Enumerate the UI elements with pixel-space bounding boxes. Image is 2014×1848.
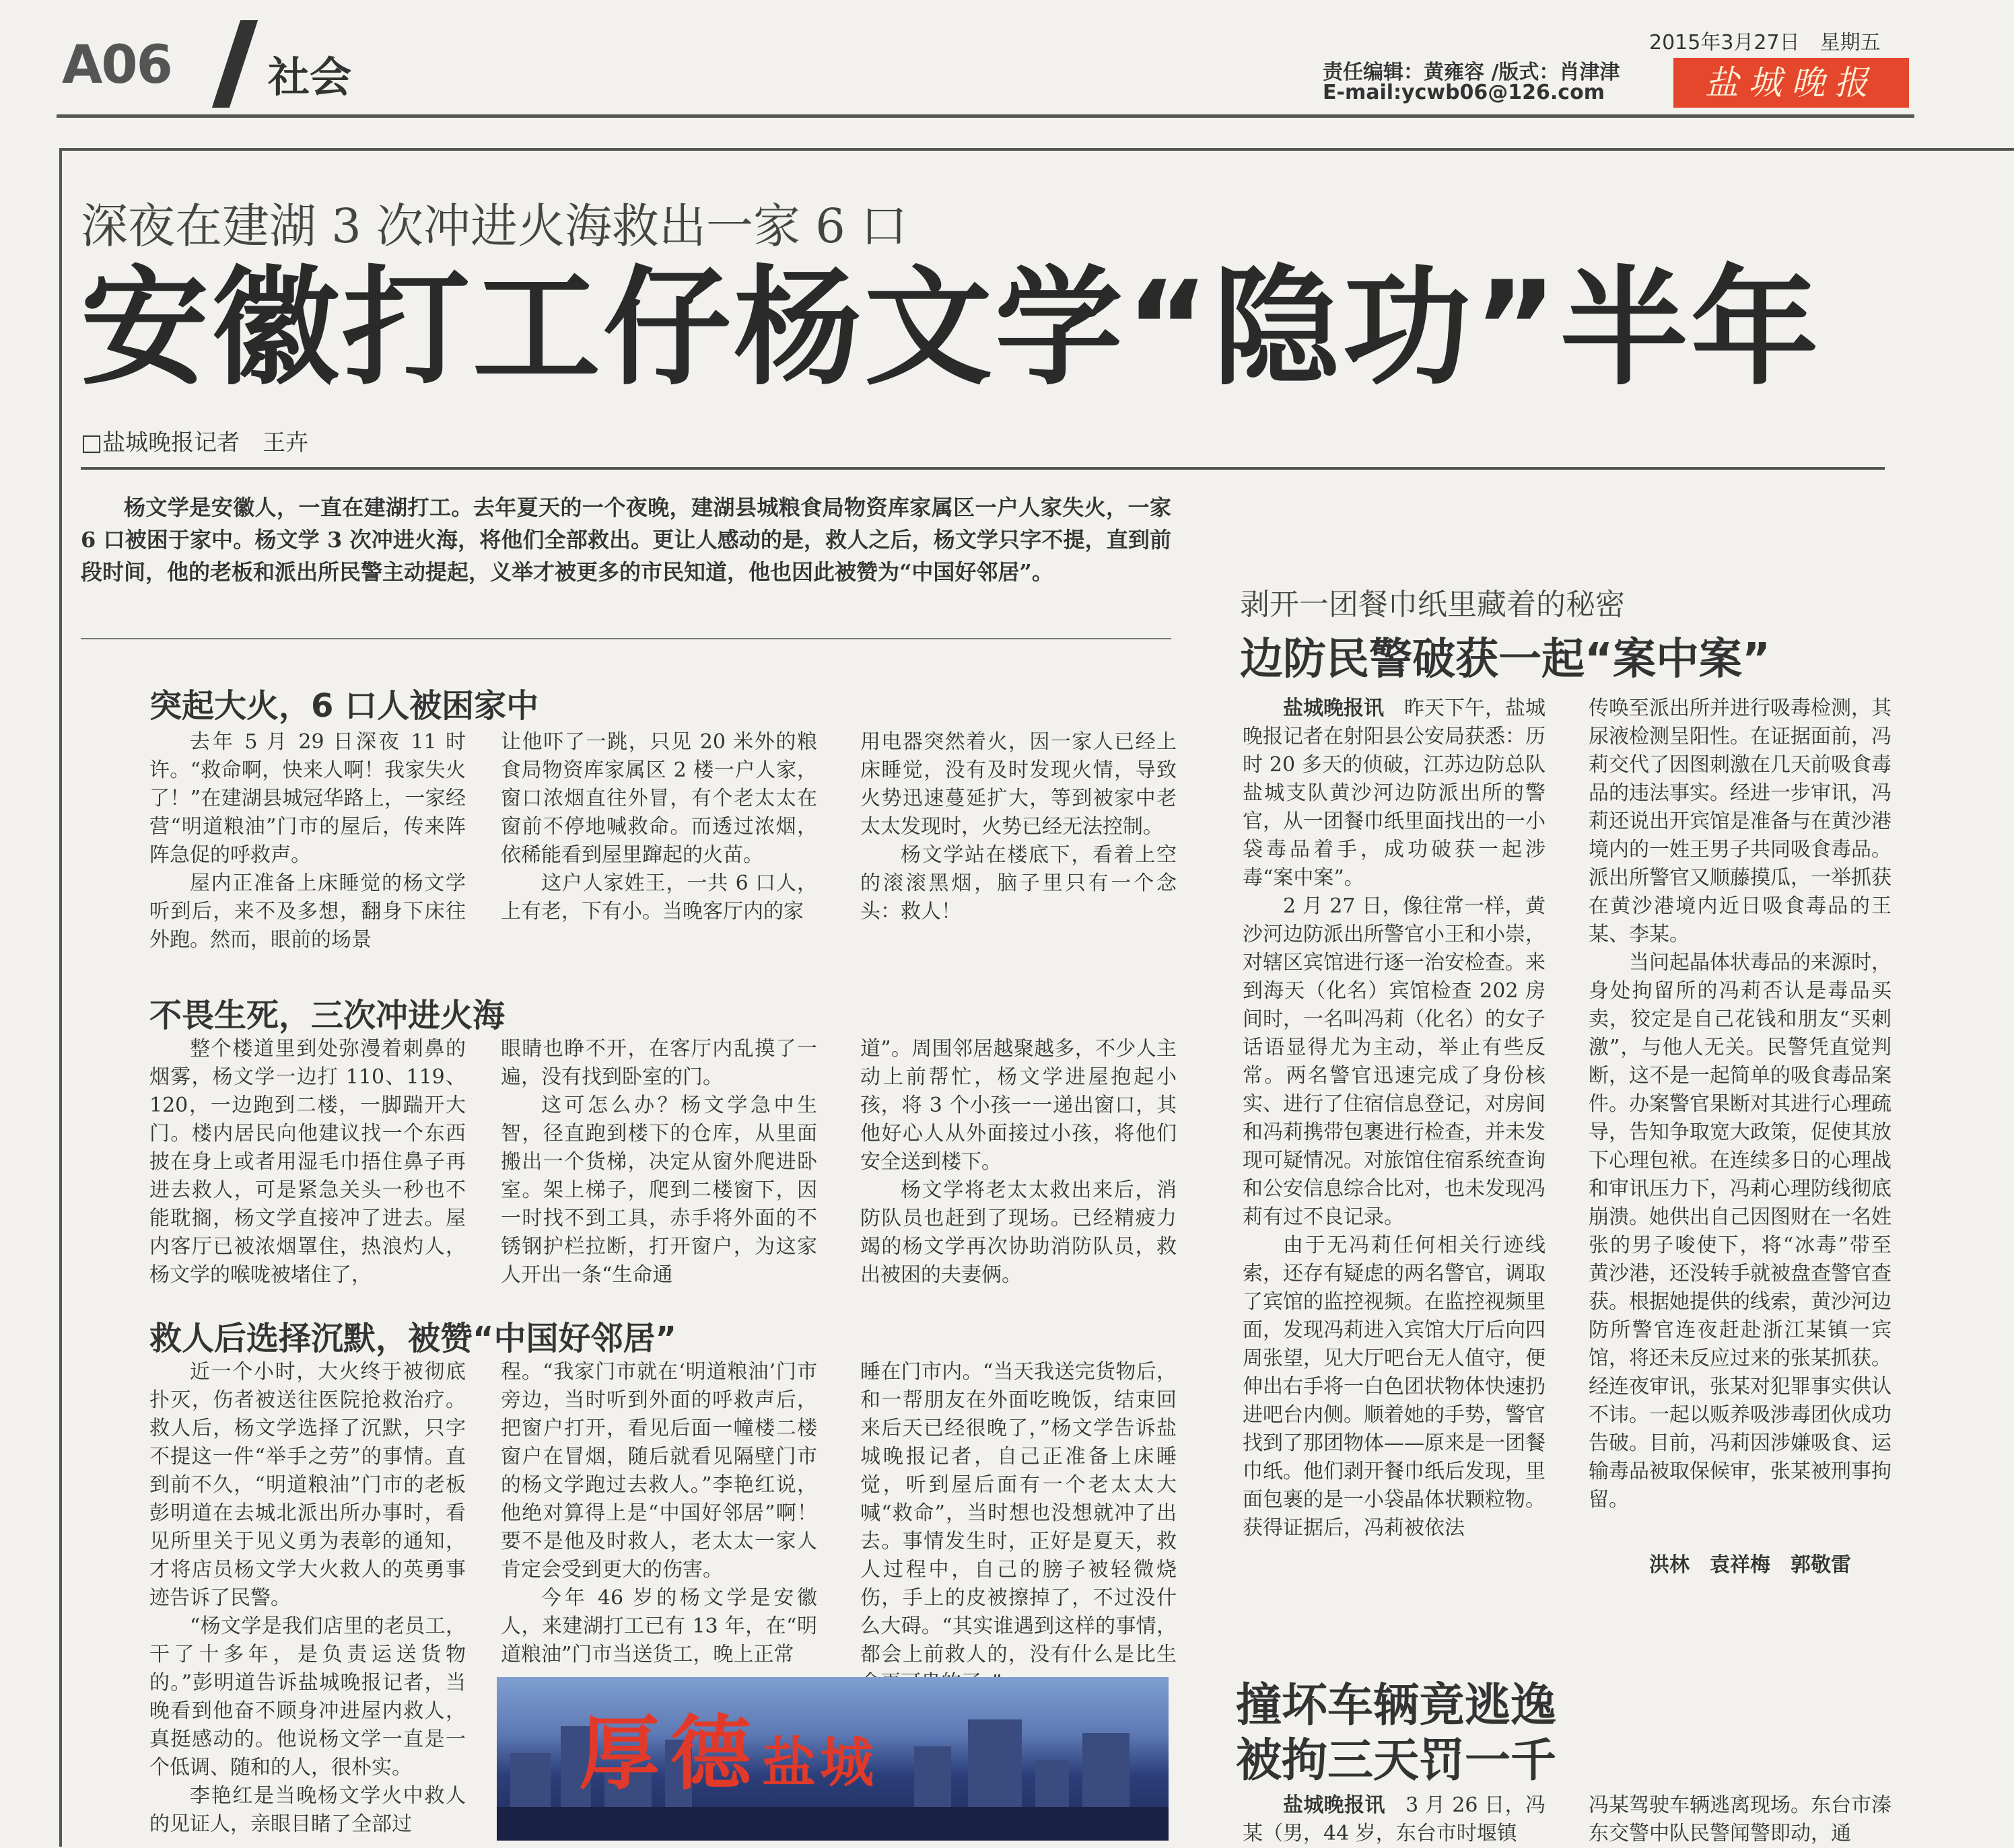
lead-rule	[81, 638, 1171, 639]
header-rule	[57, 114, 1914, 118]
s3-column-2	[501, 1358, 817, 1669]
right-story-headline: 边防民警破获一起“案中案”	[1240, 635, 1771, 684]
lead-summary: 杨文学是安徽人，一直在建湖打工。去年夏天的一个夜晚，建湖县城粮食局物资库家属区一户人家失火，一家 6 口被困于家中。杨文学 3 次冲进火海，将他们全部救出。更让人感动的是，救人之后，杨文学只字不提，直到前段时间，他的老板和派出所民警主动提起，义举才被更多的市民知道，他也因此被赞为“中国好邻居”。	[81, 495, 1171, 585]
editor-email: E-mail:ycwb06@126.com	[1323, 81, 1605, 104]
paragraph: 屋内正准备上床睡觉的杨文学听到后，来不及多想，翻身下床往外跑。然而，眼前的场景	[149, 872, 466, 952]
s1-column-3	[860, 728, 1177, 926]
brief-column-2	[1589, 1791, 1891, 1845]
subhead-3: 救人后选择沉默，被赞“中国好邻居”	[149, 1320, 677, 1357]
issue-date: 2015年3月27日 星期五	[1649, 31, 1881, 55]
lead-headline: 安徽打工仔杨文学“隐功”半年	[81, 254, 1821, 402]
newspaper-logo: 盐城晚报	[1673, 58, 1909, 108]
paragraph: 2 月 27 日，像往常一样，黄沙河边防派出所警官小王和小崇，对辖区宾馆进行逐一治安检查。来到海天（化名）宾馆检查 202 房间时，一名叫冯莉（化名）的女子话语显得尤为主动，举止有些反常。两名警官迅速完成了身份核实、进行了住宿信息登记，对房间和冯莉携带包裹进行检查，并未发现可疑情况。对旅馆住宿系统查询和公安信息综合比对，也未发现冯莉有过不良记录。	[1243, 894, 1546, 1229]
paragraph: 这可怎么办？杨文学急中生智，径直跑到楼下的仓库，从里面搬出一个货梯，决定从窗外爬进卧室。架上梯子，爬到二楼窗下，因一时找不到工具，赤手将外面的不锈钢护栏拉断，打开窗户，为这家人开出一条“生命通	[501, 1094, 817, 1287]
paragraph: 程。“我家门市就在‘明道粮油’门市旁边，当时听到外面的呼救声后，把窗户打开，看见后面一幢楼二楼窗户在冒烟，随后就看见隔壁门市的杨文学跑过去救人。”李艳红说，他绝对算得上是“中国好邻居”啊！要不是他及时救人，老太太一家人肯定会受到更大的伤害。	[501, 1360, 817, 1582]
paragraph: 杨文学将老太太救出来后，消防队员也赶到了现场。已经精疲力竭的杨文学再次协助消防队员，救出被困的夫妻俩。	[860, 1178, 1177, 1287]
paragraph: 3 月 26 日，冯某（男，44 岁，东台市时堰镇	[1243, 1793, 1546, 1845]
editor-credits: 责任编辑：黄雍容 /版式：肖津津	[1323, 61, 1620, 84]
paragraph: 由于无冯莉任何相关行迹线索，还存有疑虑的两名警官，调取了宾馆的监控视频。在监控视频里面，发现冯莉进入宾馆大厅后向四周张望，见大厅吧台无人值守，便伸出右手将一白色团状物体快速扔进吧台内侧。顺着她的手势，警官找到了那团物体——原来是一团餐巾纸。他们剥开餐巾纸后发现，里面包裹的是一小袋晶体状颗粒物。获得证据后，冯莉被依法	[1243, 1234, 1546, 1540]
s3-column-3	[860, 1358, 1177, 1669]
paragraph: “杨文学是我们店里的老员工，干了十多年，是负责运送货物的。”彭明道告诉盐城晚报记者，当晚看到他奋不顾身冲进屋内救人，真挺感动的。他说杨文学一直是一个低调、随和的人，很朴实。	[149, 1614, 466, 1779]
subhead-2: 不畏生死，三次冲进火海	[149, 997, 506, 1034]
brief-headline-line-2: 被拘三天罚一千	[1236, 1734, 1557, 1787]
s2-column-3	[860, 1035, 1177, 1289]
paragraph: 睡在门市内。“当天我送完货物后，和一帮朋友在外面吃晚饭，结束回来后天已经很晚了，”杨文学告诉盐城晚报记者，自己正准备上床睡觉，听到屋后面有一个老太太大喊“救命”，当时想也没想就冲了出去。事情发生时，正好是夏天，救人过程中，自己的膀子被轻微烧伤，手上的皮被擦掉了，不过没什么大碍。“其实谁遇到这样的事情，都会上前救人的，没有什么是比生	[860, 1360, 1177, 1666]
brief-column-1	[1243, 1791, 1546, 1845]
brief-headline-line-1: 撞坏车辆竟逃逸	[1236, 1679, 1557, 1732]
paragraph: 用电器突然着火，因一家人已经上床睡觉，没有及时发现火情，导致火势迅速蔓延扩大，等到被家中老太太发现时，火势已经无法控制。	[860, 730, 1177, 839]
paragraph: 当问起晶体状毒品的来源时，身处拘留所的冯莉否认是毒品买卖，狡定是自己花钱和朋友“买刺激”，与他人无关。民警凭直觉判断，这不是一起简单的吸食毒品案件。办案警官果断对其进行心理疏导，告知争取宽大政策，促使其放下心理包袱。在连续多日的心理战和审讯压力下，冯莉心理防线彻底崩溃。她供出自己因图财在一名姓张的男子唆使下，将“冰毒”带至黄沙港，还没转手就被盘查警官查获。根据她提供的线索，黄沙河边防所警官连夜赶赴浙江某镇一宾馆，将还未反应过来的张某抓获。经连夜审讯，张某对犯罪事实供认不讳。一起以贩养吸涉毒团伙成功告破。目前，冯莉因涉嫌吸食、运输毒品被取保候审，张某被刑事拘留。	[1589, 951, 1891, 1512]
s2-column-2	[501, 1035, 817, 1289]
right-story-kicker: 剥开一团餐巾纸里藏着的秘密	[1240, 588, 1625, 622]
paragraph: 杨文学站在楼底下，看着上空的滚滚黑烟，脑子里只有一个念头：救人！	[860, 843, 1177, 923]
paragraph: 道”。周围邻居越聚越多，不少人主动上前帮忙，杨文学进屋抱起小孩，将 3 个小孩一一递出窗口，其他好心人从外面接过小孩，将他们安全送到楼下。	[860, 1037, 1177, 1174]
lead-kicker: 深夜在建湖 3 次冲进火海救出一家 6 口	[81, 199, 908, 254]
paragraph: 这户人家姓王，一共 6 口人，上有老，下有小。当晚客厅内的家	[501, 872, 817, 923]
paragraph: 整个楼道里到处弥漫着刺鼻的烟雾，杨文学一边打 110、119、120，一边跑到二楼，一脚踹开大门。楼内居民向他建议找一个东西披在身上或者用湿毛巾捂住鼻子再进去救人，可是紧急关头一秒也不能耽搁，杨文学直接冲了进去。屋内客厅已被浓烟罩住，热浪灼人，杨文学的喉咙被堵住了，	[149, 1037, 466, 1287]
right-story-signature: 洪林 袁祥梅 郭敬雷	[1649, 1553, 1851, 1577]
dateline: 盐城晚报讯	[1283, 697, 1384, 720]
lead-byline: □盐城晚报记者 王卉	[81, 429, 309, 456]
headline-rule	[81, 467, 1885, 470]
paragraph: 让他吓了一跳，只见 20 米外的粮食局物资库家属区 2 楼一户人家，窗口浓烟直往外冒，有个老太太在窗前不停地喊救命。而透过浓烟，依稀能看到屋里蹿起的火苗。	[501, 730, 817, 867]
dateline: 盐城晚报讯	[1283, 1793, 1385, 1817]
promo-slogan: 厚德盐城	[579, 1706, 878, 1801]
s1-column-2	[501, 728, 817, 926]
header-slash-divider	[212, 20, 258, 108]
s3-column-1	[149, 1358, 466, 1836]
paragraph: 近一个小时，大火终于被彻底扑灭，伤者被送往医院抢救治疗。救人后，杨文学选择了沉默，只字不提这一件“举手之劳”的事情。直到前不久，“明道粮油”门市的老板彭明道在去城北派出所办事时，看见所里关于见义勇为表彰的通知，才将店员杨文学大火救人的英勇事迹告诉了民警。	[149, 1360, 466, 1610]
s1-column-1	[149, 728, 466, 954]
s2-column-1	[149, 1035, 466, 1289]
paragraph: 去年 5 月 29 日深夜 11 时许。“救命啊，快来人啊！我家失火了！”在建湖县城冠华路上，一家经营“明道粮油”门市的屋后，传来阵阵急促的呼救声。	[149, 730, 466, 867]
paragraph: 传唤至派出所并进行吸毒检测，其尿液检测呈阳性。在证据面前，冯莉交代了因图刺激在几天前吸食毒品的违法事实。经进一步审讯，冯莉还说出开宾馆是准备与在黄沙港境内的一姓王男子共同吸食毒品。派出所警官又顺藤摸瓜，一举抓获在黄沙港境内近日吸食毒品的王某、李某。	[1589, 697, 1891, 946]
subhead-1: 突起大火，6 口人被困家中	[149, 687, 539, 725]
paragraph: 眼睛也睁不开，在客厅内乱摸了一遍，没有找到卧室的门。	[501, 1037, 817, 1089]
r1-column-1	[1243, 695, 1546, 1540]
page-number: A06	[62, 35, 172, 96]
paragraph: 李艳红是当晚杨文学火中救人的见证人，亲眼目睹了全部过	[149, 1784, 466, 1836]
paragraph: 昨天下午，盐城晚报记者在射阳县公安局获悉：历时 20 多天的侦破，江苏边防总队盐城支队黄沙河边防派出所的警官，从一团餐巾纸里面找出的一小袋毒品着手，成功破获一起涉毒“案中案”。	[1243, 697, 1546, 890]
section-name: 社会	[268, 52, 352, 102]
r1-column-2	[1589, 695, 1891, 1536]
paragraph: 今年 46 岁的杨文学是安徽人，来建湖打工已有 13 年，在“明道粮油”门市当送货工，晚上正常	[501, 1586, 817, 1666]
paragraph: 冯某驾驶车辆逃离现场。东台市溱东交警中队民警闻警即动，通	[1589, 1793, 1891, 1845]
